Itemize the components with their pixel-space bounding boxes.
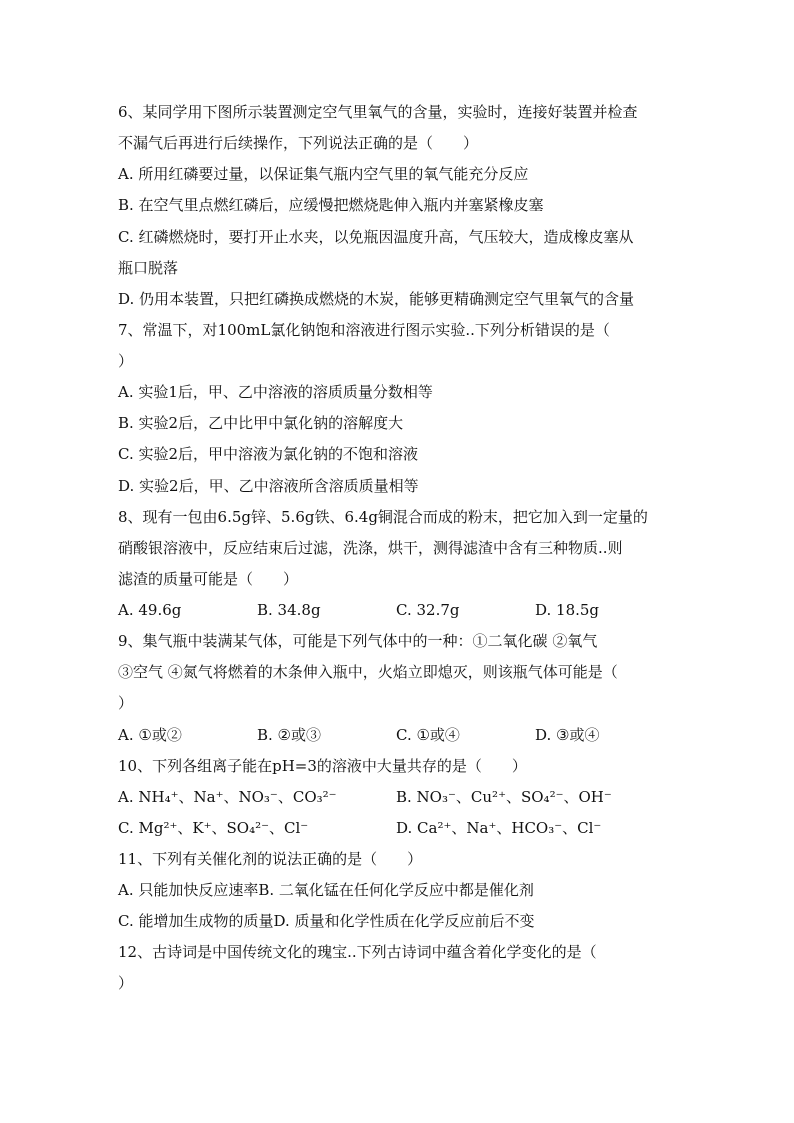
q8-option-a: A. 49.6g xyxy=(118,601,182,619)
q7-option-b: B. 实验2后，乙中比甲中氯化钠的溶解度大 xyxy=(118,414,404,432)
q12-stem-line2: ） xyxy=(118,974,134,992)
q6-stem-line1: 6、某同学用下图所示装置测定空气里氧气的含量，实验时，连接好装置并检查 xyxy=(118,103,638,121)
q9-option-c: C. ①或④ xyxy=(396,726,460,744)
q11-options-cd: C. 能增加生成物的质量D. 质量和化学性质在化学反应前后不变 xyxy=(118,912,535,930)
q9-option-d: D. ③或④ xyxy=(535,726,600,744)
q12-stem-line1: 12、古诗词是中国传统文化的瑰宝..下列古诗词中蕴含着化学变化的是（ xyxy=(118,943,597,961)
q10-option-c: C. Mg²⁺、K⁺、SO₄²⁻、Cl⁻ xyxy=(118,819,309,837)
q10-option-b: B. NO₃⁻、Cu²⁺、SO₄²⁻、OH⁻ xyxy=(396,788,612,806)
q8-stem-line3: 滤渣的质量可能是（ ） xyxy=(118,570,299,588)
q6-option-c-line1: C. 红磷燃烧时，要打开止水夹，以免瓶因温度升高，气压较大，造成橡皮塞从 xyxy=(118,228,634,246)
q8-option-c: C. 32.7g xyxy=(396,601,460,619)
q9-stem-line1: 9、集气瓶中装满某气体，可能是下列气体中的一种：①二氧化碳 ②氧气 xyxy=(118,632,598,650)
q7-option-d: D. 实验2后，甲、乙中溶液所含溶质质量相等 xyxy=(118,477,419,495)
q10-stem-line1: 10、下列各组离子能在pH=3的溶液中大量共存的是（ ） xyxy=(118,757,527,775)
q11-stem-line1: 11、下列有关催化剂的说法正确的是（ ） xyxy=(118,850,423,868)
q7-option-c: C. 实验2后，甲中溶液为氯化钠的不饱和溶液 xyxy=(118,445,419,463)
q10-option-a: A. NH₄⁺、Na⁺、NO₃⁻、CO₃²⁻ xyxy=(118,788,337,806)
q7-option-a: A. 实验1后，甲、乙中溶液的溶质质量分数相等 xyxy=(118,383,433,401)
q8-stem-line1: 8、现有一包由6.5g锌、5.6g铁、6.4g铜混合而成的粉末，把它加入到一定量的 xyxy=(118,508,648,526)
q9-stem-line2: ③空气 ④氮气将燃着的木条伸入瓶中，火焰立即熄灭，则该瓶气体可能是（ xyxy=(118,663,618,681)
q7-stem-line1: 7、常温下，对100mL氯化钠饱和溶液进行图示实验..下列分析错误的是（ xyxy=(118,321,610,339)
q9-option-a: A. ①或② xyxy=(118,726,182,744)
q9-stem-line3: ） xyxy=(118,694,134,712)
q9-option-b: B. ②或③ xyxy=(257,726,322,744)
q7-stem-line2: ） xyxy=(118,352,134,370)
q6-option-a: A. 所用红磷要过量，以保证集气瓶内空气里的氧气能充分反应 xyxy=(118,165,529,183)
q10-option-d: D. Ca²⁺、Na⁺、HCO₃⁻、Cl⁻ xyxy=(396,819,602,837)
q8-stem-line2: 硝酸银溶液中，反应结束后过滤，洗涤，烘干，测得滤渣中含有三种物质..则 xyxy=(118,539,623,557)
q6-option-d: D. 仍用本装置，只把红磷换成燃烧的木炭，能够更精确测定空气里氧气的含量 xyxy=(118,290,635,308)
q8-option-d: D. 18.5g xyxy=(535,601,600,619)
q8-option-b: B. 34.8g xyxy=(257,601,321,619)
q6-option-c-line2: 瓶口脱落 xyxy=(118,259,179,277)
q6-option-b: B. 在空气里点燃红磷后，应缓慢把燃烧匙伸入瓶内并塞紧橡皮塞 xyxy=(118,196,544,214)
q6-stem-line2: 不漏气后再进行后续操作，下列说法正确的是（ ） xyxy=(118,134,479,152)
q11-options-ab: A. 只能加快反应速率B. 二氧化锰在任何化学反应中都是催化剂 xyxy=(118,881,534,899)
